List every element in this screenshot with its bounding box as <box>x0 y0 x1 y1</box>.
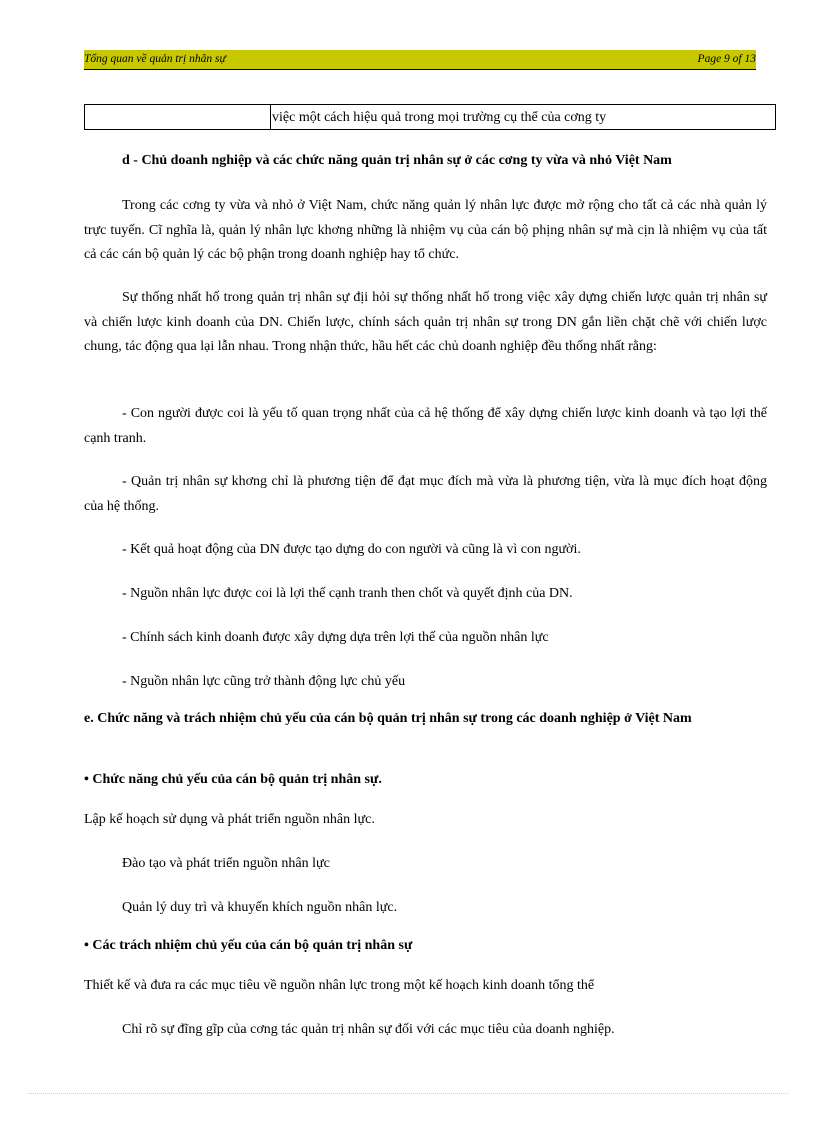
section-e-responsibility-1: Thiết kế và đưa ra các mục tiêu về nguồn nhân lực trong một kế hoạch kinh doanh tổng thể <box>84 978 595 993</box>
section-d-bullet-4: - Nguồn nhân lực được coi là lợi thế cạnh tranh then chốt và quyết định của DN. <box>122 586 573 601</box>
table-row <box>84 104 776 130</box>
section-e-responsibility-2: Chỉ rõ sự đĩng gĩp của cơng tác quản trị nhân sự đối với các mục tiêu của doanh nghiệp. <box>122 1022 615 1037</box>
section-e-function-2: Đào tạo và phát triển nguồn nhân lực <box>122 856 330 871</box>
section-d-paragraph-2: Sự thống nhất hố trong quản trị nhân sự địi hỏi sự thống nhất hố trong việc xây dựng chiến lược quản trị nhân sự và chiến lược kinh doanh của DN. Chiến lược, chính sách quản trị nhân sự trong DN gắn liền chặt chẽ với chiến lược chung, tác động qua lại lẫn nhau. Trong nhận thức, hầu hết các chủ doanh nghiệp đều thống nhất rằng: <box>84 290 767 354</box>
section-e-heading: e. Chức năng và trách nhiệm chủ yếu của cán bộ quản trị nhân sự trong các doanh nghiệp ở Việt Nam <box>84 711 692 726</box>
section-e-subheading-1: • Chức năng chủ yếu của cán bộ quản trị nhân sự. <box>84 772 382 787</box>
section-e-subheading-2: • Các trách nhiệm chủ yếu của cán bộ quản trị nhân sự <box>84 938 413 953</box>
section-e-function-3: Quản lý duy trì và khuyến khích nguồn nhân lực. <box>122 900 398 915</box>
section-d-heading: d - Chủ doanh nghiệp và các chức năng quản trị nhân sự ở các cơng ty vừa và nhỏ Việt Nam <box>122 153 672 168</box>
section-e-function-1: Lập kế hoạch sử dụng và phát triển nguồn nhân lực. <box>84 812 375 827</box>
page-header <box>84 50 756 70</box>
table-cell-text: việc một cách hiệu quả trong mọi trường cụ thể của cơng ty <box>272 110 607 125</box>
section-d-bullet-6: - Nguồn nhân lực cũng trở thành động lực chủ yếu <box>122 674 406 689</box>
section-d-paragraph-1: Trong các cơng ty vừa và nhỏ ở Việt Nam, chức năng quản lý nhân lực được mở rộng cho tất cả các nhà quản lý trực tuyến. Cĩ nghĩa là, quản lý nhân lực khơng những là nhiệm vụ của cán bộ phịng nhân sự mà cịn là nhiệm vụ của tất cả các cán bộ quản lý các bộ phận trong doanh nghiệp hay tổ chức. <box>84 198 767 262</box>
section-d-bullet-3: - Kết quả hoạt động của DN được tạo dựng do con người và cũng là vì con người. <box>122 542 581 557</box>
table-cell-empty <box>85 105 271 129</box>
section-d-bullet-1: - Con người được coi là yếu tố quan trọng nhất của cả hệ thống để xây dựng chiến lược kinh doanh và tạo lợi thế cạnh tranh. <box>84 406 767 446</box>
section-d-bullet-5: - Chính sách kinh doanh được xây dựng dựa trên lợi thế của nguồn nhân lực <box>122 630 549 645</box>
section-d-bullet-2: - Quản trị nhân sự khơng chỉ là phương tiện để đạt mục đích mà vừa là phương tiện, vừa là mục đích hoạt động của hệ thống. <box>84 474 767 514</box>
header-title: Tổng quan về quản trị nhân sự <box>84 53 226 65</box>
footer-divider <box>28 1093 788 1094</box>
header-page-number: Page 9 of 13 <box>697 53 756 65</box>
